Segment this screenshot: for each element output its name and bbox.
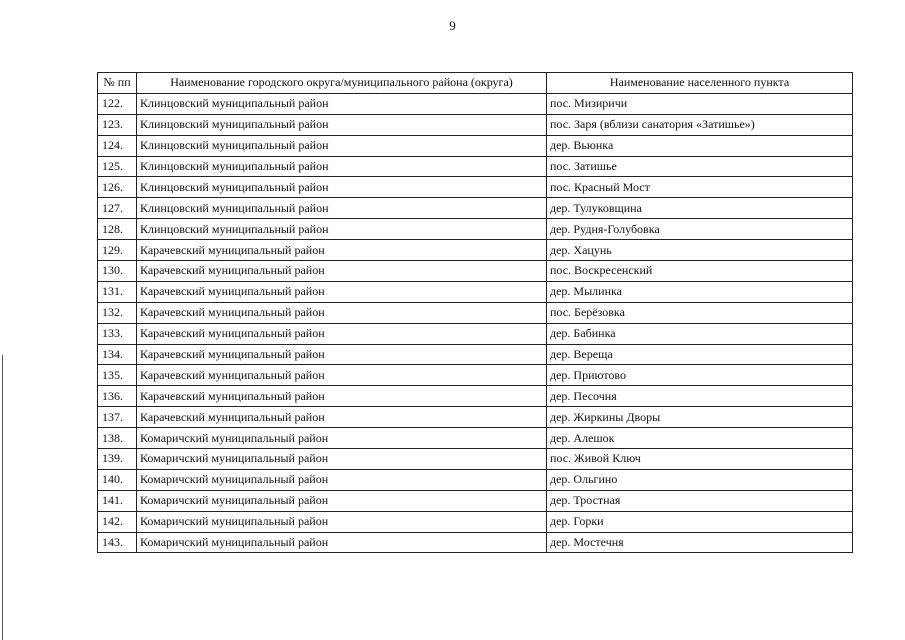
settlement-cell: дер. Бабинка: [547, 323, 853, 344]
table-header-row: [98, 73, 853, 94]
settlement-cell: дер. Тулуковщина: [547, 198, 853, 219]
row-number: 127.: [98, 198, 137, 219]
row-number: 123.: [98, 114, 137, 135]
table-row: [98, 365, 853, 386]
row-number: 133.: [98, 323, 137, 344]
settlement-cell: дер. Песочня: [547, 386, 853, 407]
row-number: 131.: [98, 281, 137, 302]
settlement-cell: дер. Мостечня: [547, 532, 853, 553]
table-row: [98, 198, 853, 219]
row-number: 139.: [98, 449, 137, 470]
district-cell: Клинцовский муниципальный район: [137, 156, 547, 177]
district-cell: Клинцовский муниципальный район: [137, 219, 547, 240]
settlement-cell: пос. Затишье: [547, 156, 853, 177]
settlement-cell: дер. Мылинка: [547, 281, 853, 302]
district-cell: Комаричский муниципальный район: [137, 511, 547, 532]
row-number: 132.: [98, 302, 137, 323]
district-cell: Комаричский муниципальный район: [137, 490, 547, 511]
header-number: № пп: [98, 73, 137, 94]
table-row: [98, 511, 853, 532]
district-cell: Карачевский муниципальный район: [137, 407, 547, 428]
table-row: [98, 135, 853, 156]
page-number: 9: [449, 18, 456, 33]
district-cell: Клинцовский муниципальный район: [137, 135, 547, 156]
district-cell: Карачевский муниципальный район: [137, 281, 547, 302]
row-number: 122.: [98, 93, 137, 114]
table-row: [98, 156, 853, 177]
table-row: [98, 407, 853, 428]
row-number: 138.: [98, 428, 137, 449]
table-row: [98, 177, 853, 198]
row-number: 143.: [98, 532, 137, 553]
row-number: 141.: [98, 490, 137, 511]
table-row: [98, 261, 853, 282]
district-cell: Карачевский муниципальный район: [137, 261, 547, 282]
row-number: 135.: [98, 365, 137, 386]
row-number: 134.: [98, 344, 137, 365]
settlement-cell: пос. Берёзовка: [547, 302, 853, 323]
row-number: 130.: [98, 261, 137, 282]
settlement-cell: дер. Жиркины Дворы: [547, 407, 853, 428]
table-row: [98, 302, 853, 323]
table-row: [98, 449, 853, 470]
header-settlement: Наименование населенного пункта: [547, 73, 853, 94]
row-number: 124.: [98, 135, 137, 156]
district-cell: Комаричский муниципальный район: [137, 469, 547, 490]
district-cell: Клинцовский муниципальный район: [137, 177, 547, 198]
table-row: [98, 281, 853, 302]
table-row: [98, 532, 853, 553]
row-number: 140.: [98, 469, 137, 490]
settlement-cell: пос. Воскресенский: [547, 261, 853, 282]
district-cell: Комаричский муниципальный район: [137, 532, 547, 553]
scan-margin-line: [2, 355, 3, 640]
district-cell: Карачевский муниципальный район: [137, 386, 547, 407]
settlement-cell: дер. Тростная: [547, 490, 853, 511]
table-row: [98, 323, 853, 344]
settlement-cell: дер. Рудня-Голубовка: [547, 219, 853, 240]
table-row: [98, 114, 853, 135]
row-number: 142.: [98, 511, 137, 532]
district-cell: Карачевский муниципальный район: [137, 240, 547, 261]
table-row: [98, 386, 853, 407]
settlements-table: [97, 72, 853, 553]
row-number: 125.: [98, 156, 137, 177]
row-number: 136.: [98, 386, 137, 407]
district-cell: Карачевский муниципальный район: [137, 323, 547, 344]
settlement-cell: пос. Живой Ключ: [547, 449, 853, 470]
row-number: 129.: [98, 240, 137, 261]
table-row: [98, 469, 853, 490]
district-cell: Клинцовский муниципальный район: [137, 198, 547, 219]
district-cell: Клинцовский муниципальный район: [137, 114, 547, 135]
table-row: [98, 428, 853, 449]
settlement-cell: дер. Вьюнка: [547, 135, 853, 156]
settlement-cell: дер. Приютово: [547, 365, 853, 386]
district-cell: Карачевский муниципальный район: [137, 344, 547, 365]
district-cell: Комаричский муниципальный район: [137, 449, 547, 470]
table-row: [98, 219, 853, 240]
table-row: [98, 344, 853, 365]
row-number: 128.: [98, 219, 137, 240]
table-row: [98, 240, 853, 261]
settlement-cell: пос. Заря (вблизи санатория «Затишье»): [547, 114, 853, 135]
district-cell: Карачевский муниципальный район: [137, 302, 547, 323]
row-number: 126.: [98, 177, 137, 198]
row-number: 137.: [98, 407, 137, 428]
settlement-cell: дер. Верещa: [547, 344, 853, 365]
settlement-cell: пос. Мизиричи: [547, 93, 853, 114]
settlement-cell: пос. Красный Мост: [547, 177, 853, 198]
district-cell: Комаричский муниципальный район: [137, 428, 547, 449]
settlement-cell: дер. Горки: [547, 511, 853, 532]
settlement-cell: дер. Хацунь: [547, 240, 853, 261]
table-body: [98, 93, 853, 553]
table-row: [98, 490, 853, 511]
district-cell: Карачевский муниципальный район: [137, 365, 547, 386]
district-cell: Клинцовский муниципальный район: [137, 93, 547, 114]
settlement-cell: дер. Ольгино: [547, 469, 853, 490]
settlement-cell: дер. Алешок: [547, 428, 853, 449]
table-row: [98, 93, 853, 114]
header-district: Наименование городского округа/муниципального района (округа): [137, 73, 547, 94]
